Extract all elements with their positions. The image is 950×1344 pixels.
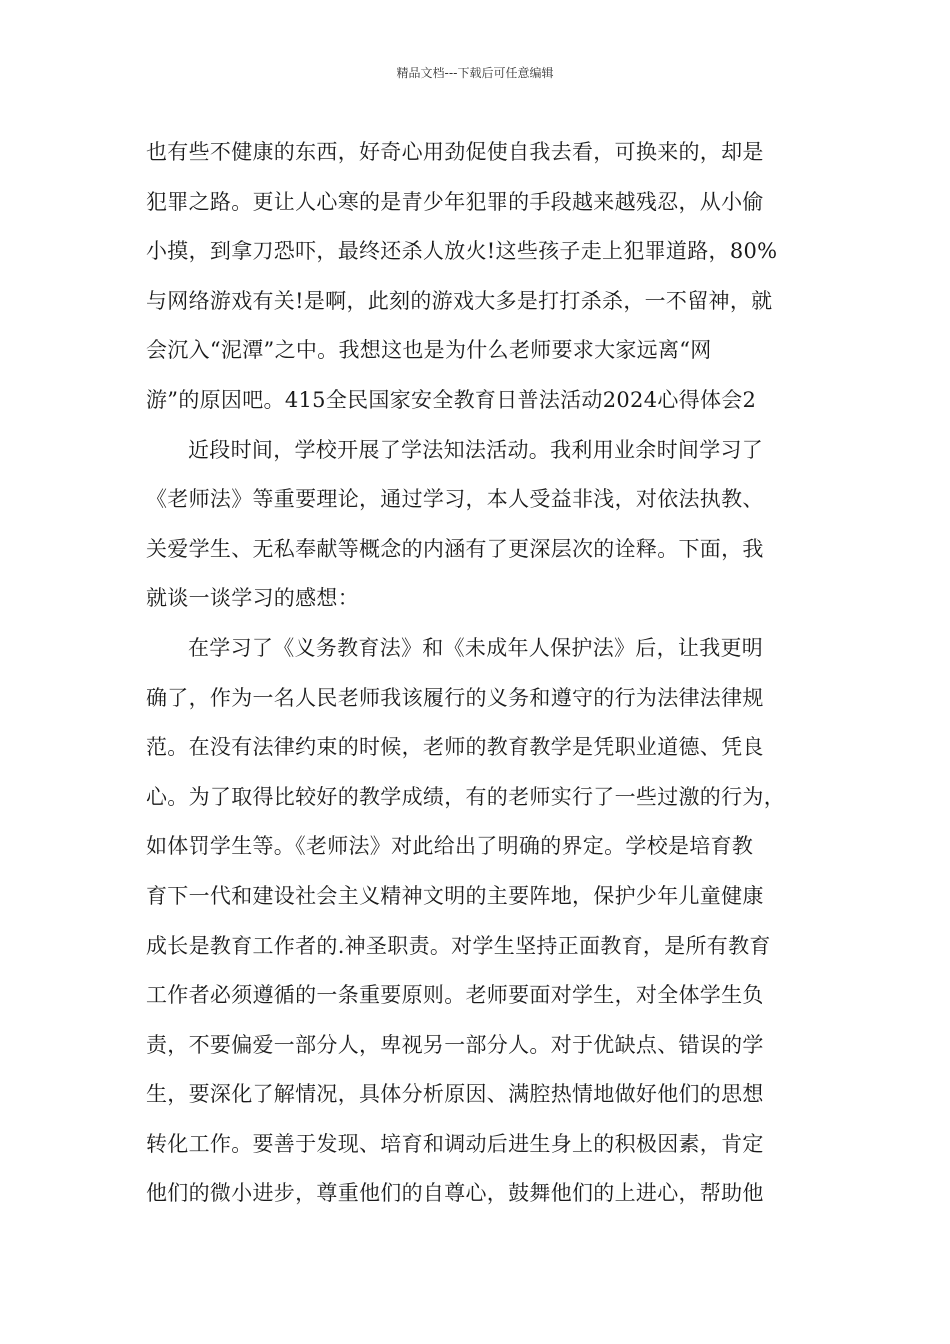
text-line: 工作者必须遵循的一条重要原则。老师要面对学生，对全体学生负 bbox=[146, 983, 764, 1008]
page-header: 精品文档---下载后可任意编辑 bbox=[396, 66, 554, 80]
text-line: 关爱学生、无私奉献等概念的内涵有了更深层次的诠释。下面，我 bbox=[146, 536, 764, 561]
text-line: 责，不要偏爱一部分人，卑视另一部分人。对于优缺点、错误的学 bbox=[146, 1032, 764, 1057]
document-body bbox=[146, 130, 811, 1221]
text-line: 他们的微小进步，尊重他们的自尊心，鼓舞他们的上进心，帮助他 bbox=[146, 1181, 764, 1206]
text-line: 育下一代和建设社会主义精神文明的主要阵地，保护少年儿童健康 bbox=[146, 883, 764, 908]
text-line: 也有些不健康的东西，好奇心用劲促使自我去看，可换来的，却是 bbox=[146, 140, 764, 164]
text-line: 心。为了取得比较好的教学成绩，有的老师实行了一些过激的行为， bbox=[146, 784, 785, 809]
text-line: 犯罪之路。更让人心寒的是青少年犯罪的手段越来越残忍，从小偷 bbox=[146, 189, 764, 214]
text-line: 如体罚学生等。《老师法》对此给出了明确的界定。学校是培育教 bbox=[146, 834, 754, 859]
text-line: 成长是教育工作者的.神圣职责。对学生坚持正面教育，是所有教育 bbox=[146, 933, 771, 958]
text-line: 生，要深化了解情况，具体分析原因、满腔热情地做好他们的思想 bbox=[146, 1082, 764, 1107]
paragraph-first-line: 在学习了《义务教育法》和《未成年人保护法》后，让我更明 bbox=[188, 635, 764, 660]
text-line: 会沉入“泥潭”之中。我想这也是为什么老师要求大家远离“网 bbox=[146, 338, 712, 363]
text-line: 游”的原因吧。415全民国家安全教育日普法活动2024心得体会2 bbox=[146, 387, 757, 412]
text-line: 就谈一谈学习的感想： bbox=[146, 586, 359, 611]
text-line: 确了，作为一名人民老师我该履行的义务和遵守的行为法律法律规 bbox=[146, 685, 764, 710]
text-line: 范。在没有法律约束的时候，老师的教育教学是凭职业道德、凭良 bbox=[146, 735, 764, 760]
text-line: 与网络游戏有关!是啊，此刻的游戏大多是打打杀杀，一不留神，就 bbox=[146, 288, 773, 313]
paragraph-first-line: 近段时间，学校开展了学法知法活动。我利用业余时间学习了 bbox=[188, 437, 764, 462]
text-line: 转化工作。要善于发现、培育和调动后进生身上的积极因素，肯定 bbox=[146, 1131, 764, 1156]
text-line: 小摸，到拿刀恐吓，最终还杀人放火!这些孩子走上犯罪道路，80% bbox=[146, 239, 778, 264]
text-line: 《老师法》等重要理论，通过学习，本人受益非浅，对依法执教、 bbox=[146, 487, 764, 512]
